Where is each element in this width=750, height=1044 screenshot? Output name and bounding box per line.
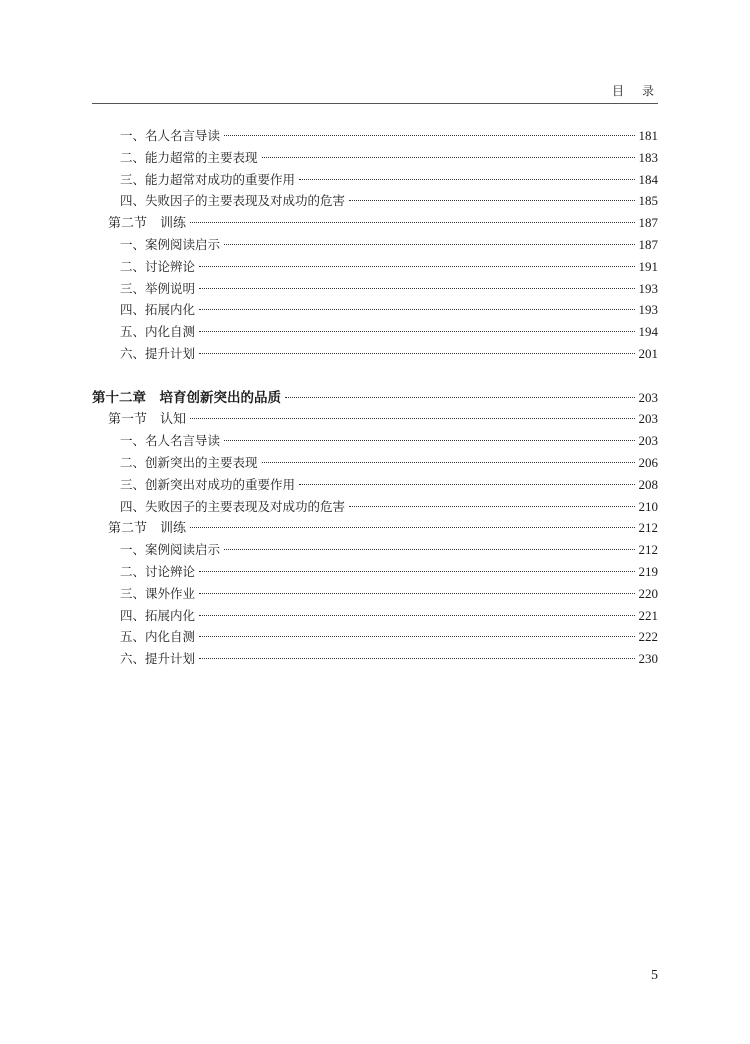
toc-entry-page: 183 [638, 149, 658, 165]
chapter-spacer [92, 365, 658, 387]
toc-entry-title: 四、失败因子的主要表现及对成功的危害 [120, 498, 346, 514]
dot-leader [224, 440, 634, 441]
dot-leader [199, 615, 634, 616]
dot-leader [199, 353, 634, 354]
toc-section-page: 203 [638, 411, 658, 427]
toc-entry-page: 220 [638, 585, 658, 601]
dot-leader [349, 200, 634, 201]
toc-entry-title: 一、名人名言导读 [120, 128, 221, 143]
dot-leader [299, 484, 634, 485]
toc-entry-title: 二、创新突出的主要表现 [120, 454, 258, 470]
toc-chapter[interactable] [92, 387, 658, 409]
toc-entry-title: 二、讨论辨论 [120, 563, 196, 579]
dot-leader [224, 244, 634, 245]
toc-entry-title: 三、举例说明 [120, 280, 196, 296]
toc-entry[interactable] [92, 125, 658, 147]
dot-leader [262, 462, 635, 463]
dot-leader [285, 397, 635, 398]
toc-entry-page: 221 [638, 607, 658, 623]
toc-entry[interactable] [92, 496, 658, 518]
toc-entry-page: 181 [638, 128, 658, 143]
toc-entry-page: 191 [638, 258, 658, 274]
header-divider [92, 103, 658, 104]
dot-leader [199, 309, 634, 310]
toc-entry-title: 六、提升计划 [120, 345, 196, 361]
dot-leader [199, 658, 634, 659]
toc-entry-title: 五、内化自测 [120, 324, 196, 340]
toc-entry[interactable] [92, 605, 658, 627]
toc-section-page: 187 [638, 215, 658, 231]
toc-section[interactable] [92, 212, 658, 234]
toc-section-title: 第一节 认知 [108, 412, 187, 428]
toc-entry-title: 二、讨论辨论 [120, 258, 196, 274]
toc-entry-page: 212 [638, 542, 658, 558]
toc-entry-page: 206 [638, 454, 658, 470]
toc-section[interactable] [92, 408, 658, 430]
toc-entry-page: 193 [638, 280, 658, 296]
dot-leader [199, 331, 634, 332]
dot-leader [199, 288, 634, 289]
dot-leader [299, 179, 634, 180]
toc-entry-title: 三、课外作业 [120, 585, 196, 601]
toc-entry[interactable] [92, 299, 658, 321]
toc-entry[interactable] [92, 452, 658, 474]
dot-leader [190, 222, 634, 223]
toc-entry[interactable] [92, 648, 658, 670]
toc-entry[interactable] [92, 256, 658, 278]
toc-section-page: 212 [638, 520, 658, 536]
toc-entry-page: 184 [638, 171, 658, 187]
dot-leader [224, 135, 634, 136]
dot-leader [199, 266, 634, 267]
toc-entry-page: 187 [638, 236, 658, 252]
toc-chapter-title: 第十二章 培育创新突出的品质 [92, 389, 281, 406]
toc-entry-title: 一、名人名言导读 [120, 433, 221, 449]
toc-entry-page: 230 [638, 651, 658, 667]
toc-entry-page: 208 [638, 476, 658, 492]
running-header-right: 录 [641, 84, 656, 98]
toc-entry-title: 一、案例阅读启示 [120, 236, 221, 252]
toc-entry-page: 201 [638, 345, 658, 361]
toc-entry-page: 210 [638, 498, 658, 514]
toc-entry[interactable] [92, 430, 658, 452]
toc-entry-title: 四、拓展内化 [120, 607, 196, 623]
toc-entry[interactable] [92, 321, 658, 343]
dot-leader [199, 571, 634, 572]
running-header [612, 82, 656, 99]
toc-entry-page: 222 [638, 629, 658, 645]
toc-section-title: 第二节 训练 [108, 216, 187, 232]
page-number: 5 [651, 968, 658, 983]
toc-entry-title: 四、失败因子的主要表现及对成功的危害 [120, 193, 346, 209]
dot-leader [190, 418, 634, 419]
dot-leader [190, 527, 634, 528]
toc-chapter-page: 203 [638, 389, 658, 405]
toc-entry[interactable] [92, 190, 658, 212]
running-header-left: 目 [611, 84, 626, 98]
dot-leader [224, 549, 634, 550]
toc-entry[interactable] [92, 147, 658, 169]
toc-entry-title: 二、能力超常的主要表现 [120, 149, 258, 165]
toc-entry-title: 四、拓展内化 [120, 302, 196, 318]
toc-entry-page: 193 [638, 302, 658, 318]
toc-entry-page: 203 [638, 433, 658, 449]
toc-entry[interactable] [92, 343, 658, 365]
toc-entry-title: 六、提升计划 [120, 651, 196, 667]
toc-entry[interactable] [92, 561, 658, 583]
toc-entry-title: 五、内化自测 [120, 629, 196, 645]
toc-entry-page: 219 [638, 563, 658, 579]
toc-entry[interactable] [92, 234, 658, 256]
toc-entry[interactable] [92, 474, 658, 496]
table-of-contents [92, 125, 658, 670]
toc-entry[interactable] [92, 583, 658, 605]
toc-entry-title: 三、能力超常对成功的重要作用 [120, 171, 296, 187]
toc-entry[interactable] [92, 278, 658, 300]
dot-leader [349, 506, 634, 507]
toc-section[interactable] [92, 517, 658, 539]
toc-entry-page: 194 [638, 324, 658, 340]
toc-entry-page: 185 [638, 193, 658, 209]
toc-entry-title: 一、案例阅读启示 [120, 542, 221, 558]
toc-entry[interactable] [92, 626, 658, 648]
toc-entry-title: 三、创新突出对成功的重要作用 [120, 476, 296, 492]
toc-entry[interactable] [92, 539, 658, 561]
toc-section-title: 第二节 训练 [108, 521, 187, 537]
toc-entry[interactable] [92, 169, 658, 191]
dot-leader [199, 593, 634, 594]
dot-leader [199, 636, 634, 637]
dot-leader [262, 157, 635, 158]
